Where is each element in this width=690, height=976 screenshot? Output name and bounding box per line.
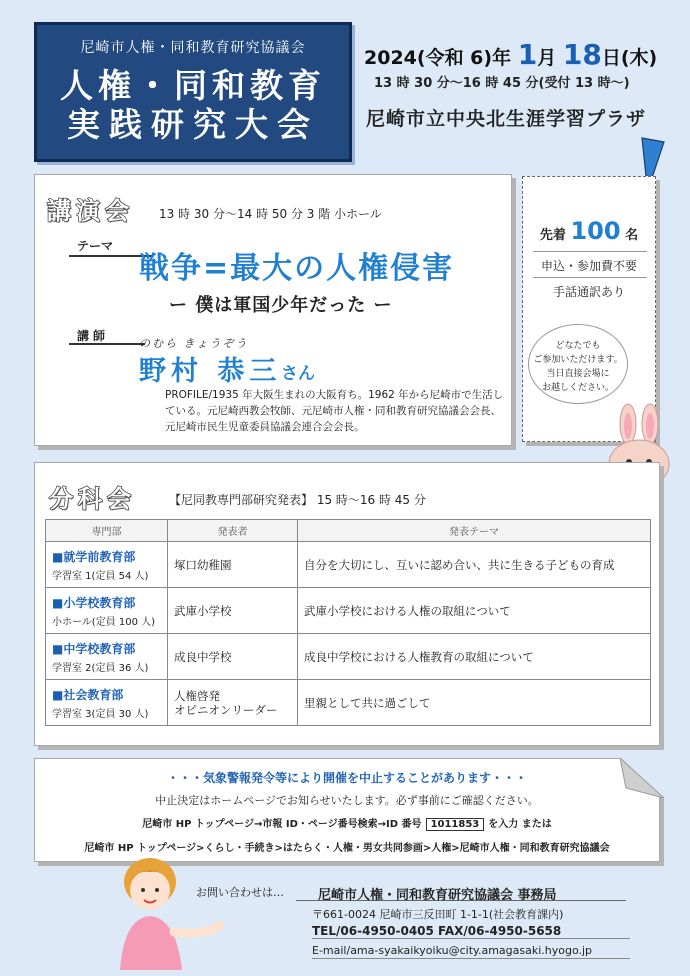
header-box xyxy=(34,22,352,162)
table-row xyxy=(46,588,651,634)
speaker-label: 講師 xyxy=(77,329,110,343)
event-date: 2024(令和 6)年 1月 18日(木) xyxy=(364,38,658,71)
speaker-underline xyxy=(69,343,145,345)
lecture-title: 講演会 xyxy=(47,197,134,225)
speaker-name: 野村 恭三 xyxy=(139,356,282,387)
website-path-id: 尼崎市 HP トップページ→市報 ID・ページ番号検索→ID 番号 1011853 を入力 または xyxy=(142,819,552,830)
presenter: 成良中学校 xyxy=(168,634,298,680)
lecture-theme: 戦争=最大の人権侵害 xyxy=(139,251,455,286)
divider xyxy=(533,277,647,278)
dept-name: ■就学前教育部 xyxy=(52,549,136,564)
presenter: 武庫小学校 xyxy=(168,588,298,634)
id-number-box: 1011853 xyxy=(426,818,485,831)
page-curl-icon xyxy=(620,758,664,798)
divider xyxy=(312,958,630,959)
presenter: 塚口幼稚園 xyxy=(168,542,298,588)
divider xyxy=(312,938,630,939)
event-time: 13 時 30 分〜16 時 45 分(受付 13 時〜) xyxy=(374,76,630,91)
header-title-line2: 実践研究大会 xyxy=(67,105,319,144)
website-path-menu: 尼崎市 HP トップページ>くらし・手続き>はたらく・人権・男女共同参画>人権>尼崎市人権・同和教育研究協議会 xyxy=(84,843,610,854)
event-day: 18 xyxy=(562,38,602,71)
contact-org: 尼崎市人権・同和教育研究協議会 事務局 xyxy=(318,888,557,903)
header-org: 尼崎市人権・同和教育研究協議会 xyxy=(80,40,306,56)
lecture-subtheme: ー 僕は軍国少年だった ー xyxy=(169,295,393,316)
speaker-ruby: のむら きょうぞう xyxy=(139,337,249,350)
column-header: 専門部 xyxy=(46,520,168,542)
dept-name: ■中学校教育部 xyxy=(52,641,136,656)
table-row xyxy=(46,680,651,726)
contact-label: お問い合わせは… xyxy=(196,886,284,899)
dept-room: 小ホール(定員 100 人) xyxy=(52,616,156,628)
speaker-suffix: さん xyxy=(281,364,315,384)
event-month: 1 xyxy=(517,38,538,71)
speaker-profile: PROFILE/1935 年大阪生まれの大阪育ち。1962 年から尼崎市で生活している。元尼崎西教会牧師、元尼崎市人権・同和教育研究協議会会長、元尼崎市民生児童委員協議会連合会会長。 xyxy=(165,389,504,433)
cancellation-warning: ・・・気象警報発令等により開催を中止することがあります・・・ xyxy=(166,771,527,785)
dept-room: 学習室 3(定員 30 人) xyxy=(52,708,149,720)
speech-bubble: どなたでも ご参加いただけます。 当日直接会場に お越しください。 xyxy=(528,324,628,404)
dept-room: 学習室 1(定員 54 人) xyxy=(52,570,149,582)
lecture-panel xyxy=(34,174,512,446)
woman-illustration-icon xyxy=(110,852,230,970)
session-theme: 成良中学校における人権教育の取組について xyxy=(298,634,651,680)
column-header: 発表者 xyxy=(168,520,298,542)
header-title-line1: 人権・同和教育 xyxy=(60,66,326,105)
contact-phone-fax: TEL/06-4950-0405 FAX/06-4950-5658 xyxy=(312,924,562,938)
breakout-info: 【尼同教専門部研究発表】 15 時〜16 時 45 分 xyxy=(169,493,426,507)
presenter: 人権啓発 オピニオンリーダー xyxy=(168,680,298,726)
sign-language-notice: 手話通訳あり xyxy=(552,285,625,299)
cancellation-note: 中止決定はホームページでお知らせいたします。必ず事前にご確認ください。 xyxy=(155,794,539,807)
notice-panel xyxy=(34,758,660,862)
table-row xyxy=(46,634,651,680)
contact-email: E-mail/ama-syakaikyoiku@city.amagasaki.hyogo.jp xyxy=(312,944,593,957)
sessions-table xyxy=(45,519,651,726)
divider xyxy=(533,251,647,252)
capacity-number: 100 xyxy=(570,217,621,245)
contact-address: 〒661-0024 尼崎市三反田町 1-1-1(社会教育課内) xyxy=(312,908,564,921)
table-row xyxy=(46,542,651,588)
session-theme: 武庫小学校における人権の取組について xyxy=(298,588,651,634)
theme-label: テーマ xyxy=(77,239,114,253)
dept-name: ■社会教育部 xyxy=(52,687,124,702)
dept-name: ■小学校教育部 xyxy=(52,595,136,610)
fee-notice: 申込・参加費不要 xyxy=(540,259,637,273)
dept-room: 学習室 2(定員 36 人) xyxy=(52,662,149,674)
lecture-info: 13 時 30 分〜14 時 50 分 3 階 小ホール xyxy=(159,207,382,221)
breakout-panel xyxy=(34,462,660,746)
event-venue: 尼崎市立中央北生涯学習プラザ xyxy=(366,108,647,130)
breakout-title: 分科会 xyxy=(49,485,136,513)
table-header-row xyxy=(46,520,651,542)
session-theme: 里親として共に過ごして xyxy=(298,680,651,726)
session-theme: 自分を大切にし、互いに認め合い、共に生きる子どもの育成 xyxy=(298,542,651,588)
column-header: 発表テーマ xyxy=(298,520,651,542)
first-come-notice: 先着 100 名 xyxy=(539,217,639,245)
